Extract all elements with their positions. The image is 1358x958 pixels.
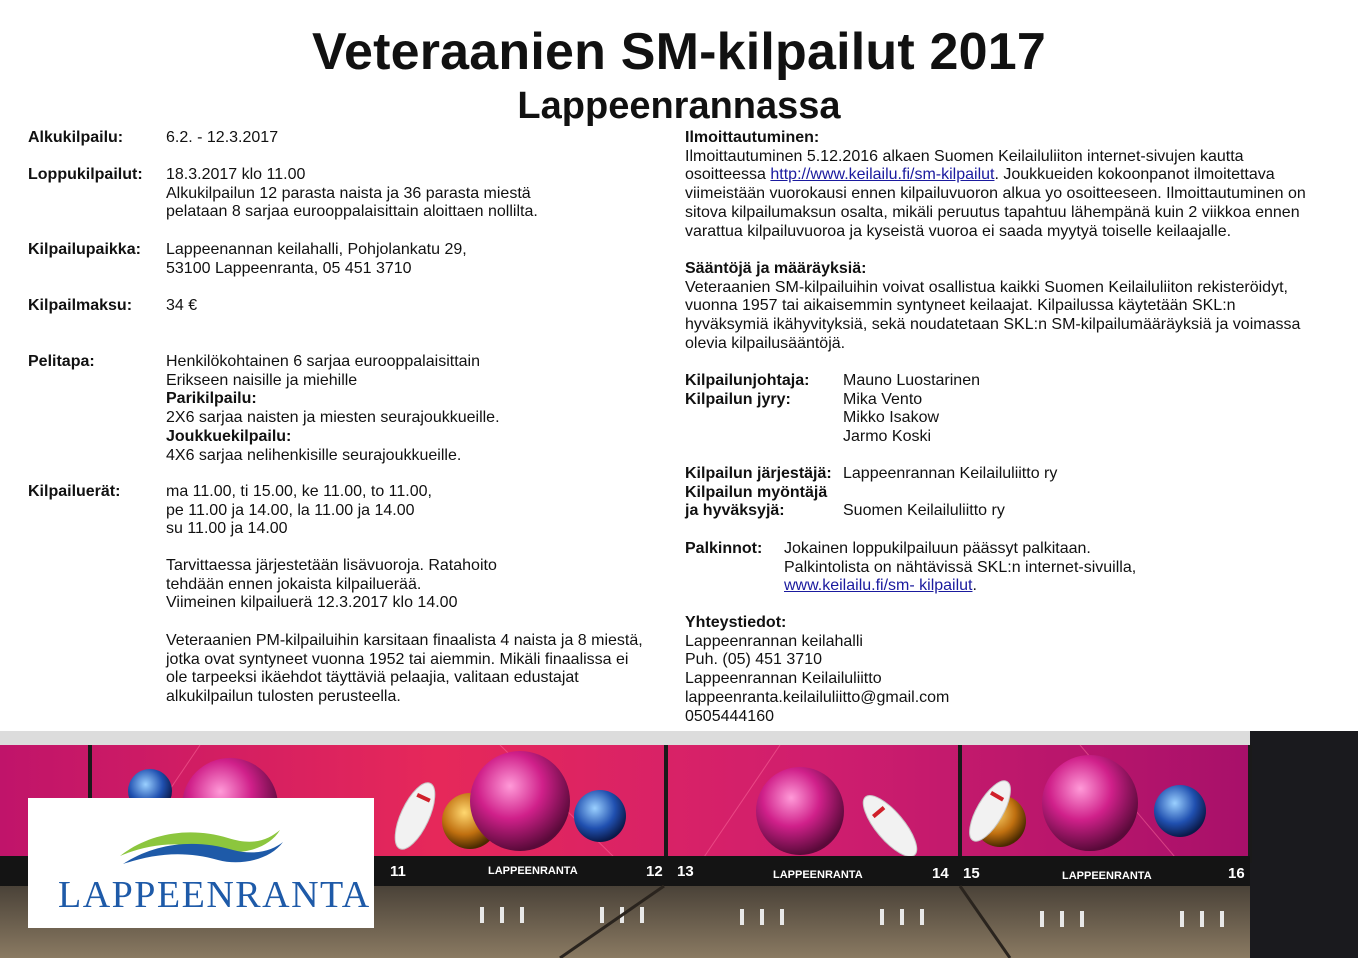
yhteystiedot-heading: Yhteystiedot: <box>685 614 787 631</box>
text-line: 18.3.2017 klo 11.00 <box>166 166 306 183</box>
lane-number: 14 <box>932 865 949 882</box>
text-line: 53100 Lappeenranta, 05 451 3710 <box>166 259 412 277</box>
jarjestaja-label: Kilpailun järjestäjä: <box>685 465 832 482</box>
parikilpailu-heading: Parikilpailu: <box>166 390 257 408</box>
lane-sign: LAPPEENRANTA <box>488 865 578 877</box>
myontaja-value: Suomen Keilailuliitto ry <box>843 502 1005 520</box>
kilpailunjohtaja-label: Kilpailunjohtaja: <box>685 372 810 389</box>
text-line: sitova kilpailumaksun osalta, mikäli peruutus tapahtuu lähempänä kuin 2 viikkoa ennen <box>685 203 1300 221</box>
text-line: ole tarpeeksi ikäehdot täyttäviä pelaajia, valitaan edustajat <box>166 669 579 687</box>
alkukilpailu-value: 6.2. - 12.3.2017 <box>166 129 279 146</box>
text-line: alkukilpailun tulosten perusteella. <box>166 688 401 706</box>
pelitapa-value <box>166 353 500 465</box>
text-line: 4X6 sarjaa nelihenkisille seurajoukkueille. <box>166 446 462 464</box>
lisavuorot-paragraph <box>166 557 497 613</box>
myontaja-label <box>685 484 827 521</box>
contact-phone: 0505444160 <box>685 707 774 725</box>
text-line: 2X6 sarjaa naisten ja miesten seurajoukkueille. <box>166 409 500 427</box>
text-fragment: osoitteessa <box>685 166 771 184</box>
page-title: Veteraanien SM-kilpailut 2017 <box>311 23 1047 81</box>
kilpailunjohtaja-value: Mauno Luostarinen <box>843 372 980 389</box>
text-line: Puh. (05) 451 3710 <box>685 651 822 669</box>
kilpailupaikka-label: Kilpailupaikka: <box>28 241 141 258</box>
results-link[interactable]: www.keilailu.fi/sm- kilpailut <box>784 577 973 595</box>
saannot-heading: Sääntöjä ja määräyksiä: <box>685 260 867 277</box>
text-line: Veteraanien SM-kilpailuihin voivat osallistua kaikki Suomen Keilailuliiton rekisteröidyt, <box>685 278 1288 296</box>
ilmoittautuminen-heading: Ilmoittautuminen: <box>685 129 820 146</box>
kilpailuerat-value <box>166 483 432 539</box>
lane-number: 15 <box>963 865 980 882</box>
kilpailupaikka-value <box>166 241 467 278</box>
text-line: Erikseen naisille ja miehille <box>166 371 358 389</box>
text-line <box>685 166 1306 185</box>
ilmoittautuminen-section <box>685 129 1306 241</box>
text-line: jotka ovat syntyneet vuonna 1952 tai aiemmin. Mikäli finaalissa ei <box>166 650 629 668</box>
lane-number: 11 <box>390 863 406 880</box>
text-line: Henkilökohtainen 6 sarjaa eurooppalaisittain <box>166 353 480 370</box>
text-line: Ilmoittautuminen 5.12.2016 alkaen Suomen Keilailuliiton internet-sivujen kautta <box>685 147 1244 165</box>
text-line: varattua kilpailuvuoroa ja kyseistä vuoroa ei saada myytyä toiselle keilaajalle. <box>685 222 1232 240</box>
text-line: ma 11.00, ti 15.00, ke 11.00, to 11.00, <box>166 483 432 500</box>
text-line: hyväksymiä ikähyvityksiä, sekä noudatetaan SKL:n SM-kilpailumääräyksiä ja voimassa <box>685 316 1301 334</box>
logo-text: LAPPEENRANTA <box>58 874 371 916</box>
text-line: ja hyväksyjä: <box>685 502 785 520</box>
jyry-value <box>843 391 939 447</box>
palkinnot-label: Palkinnot: <box>685 540 763 557</box>
text-line: olevia kilpailusääntöjä. <box>685 334 846 352</box>
text-line: Lappeenannan keilahalli, Pohjolankatu 29, <box>166 241 467 258</box>
text-line: tehdään ennen jokaista kilpailuerää. <box>166 575 422 593</box>
saannot-section <box>685 260 1300 354</box>
text-line: Palkintolista on nähtävissä SKL:n internet-sivuilla, <box>784 558 1137 576</box>
text-line: Lappeenrannan Keilailuliitto <box>685 670 882 688</box>
alkukilpailu-label: Alkukilpailu: <box>28 129 124 146</box>
text-line: Jarmo Koski <box>843 428 932 446</box>
kilpailuerat-label: Kilpailuerät: <box>28 483 121 500</box>
text-line: vuonna 1957 tai aikaisemmin syntyneet keilaajat. Kilpailussa käytetään SKL:n <box>685 297 1236 315</box>
kilpailmaksu-label: Kilpailmaksu: <box>28 297 133 314</box>
text-fragment: . <box>972 577 977 595</box>
joukkuekilpailu-heading: Joukkuekilpailu: <box>166 427 292 445</box>
kilpailmaksu-value: 34 € <box>166 297 198 314</box>
lappeenranta-logo <box>28 798 374 928</box>
text-line: Lappeenrannan keilahalli <box>685 632 863 650</box>
lane-sign: LAPPEENRANTA <box>1062 870 1152 882</box>
text-line: pelataan 8 sarjaa eurooppalaisittain aloittaen nollilta. <box>166 203 538 221</box>
page-subtitle: Lappeenrannassa <box>517 85 841 127</box>
contact-email: lappeenranta.keilailuliitto@gmail.com <box>685 688 950 706</box>
text-line: Jokainen loppukilpailuun päässyt palkitaan. <box>784 540 1091 557</box>
palkinnot-value <box>784 540 1136 596</box>
text-line: Alkukilpailun 12 parasta naista ja 36 parasta miestä <box>166 184 531 202</box>
lane-number: 16 <box>1228 865 1245 882</box>
loppukilpailut-value <box>166 166 538 222</box>
text-line: Veteraanien PM-kilpailuihin karsitaan finaalista 4 naista ja 8 miestä, <box>166 632 643 649</box>
loppukilpailut-label: Loppukilpailut: <box>28 166 143 183</box>
text-line: pe 11.00 ja 14.00, la 11.00 ja 14.00 <box>166 501 415 519</box>
text-line: Viimeinen kilpailuerä 12.3.2017 klo 14.00 <box>166 594 458 612</box>
jyry-label: Kilpailun jyry: <box>685 390 791 408</box>
text-line: Kilpailun myöntäjä <box>685 483 828 501</box>
pm-paragraph <box>166 632 643 707</box>
pelitapa-label: Pelitapa: <box>28 353 95 370</box>
text-line <box>784 577 1136 596</box>
text-line: Mika Vento <box>843 390 923 408</box>
registration-link[interactable]: http://www.keilailu.fi/sm-kilpailut <box>770 166 995 184</box>
text-line: Mikko Isakow <box>843 409 940 427</box>
text-line: viimeistään vuorokausi ennen kilpailuvuoron alkua yo osoitteeseen. Ilmoittautuminen on <box>685 185 1306 203</box>
text-line: su 11.00 ja 14.00 <box>166 520 288 538</box>
lane-number: 12 <box>646 863 663 880</box>
lane-sign: LAPPEENRANTA <box>773 869 863 881</box>
yhteystiedot-section <box>685 614 949 726</box>
lane-number: 13 <box>677 863 694 880</box>
text-fragment: . Joukkueiden kokoonpanot ilmoitettava <box>994 166 1275 184</box>
text-line: Tarvittaessa järjestetään lisävuoroja. Ratahoito <box>166 557 497 574</box>
jarjestaja-value: Lappeenrannan Keilailuliitto ry <box>843 465 1058 482</box>
